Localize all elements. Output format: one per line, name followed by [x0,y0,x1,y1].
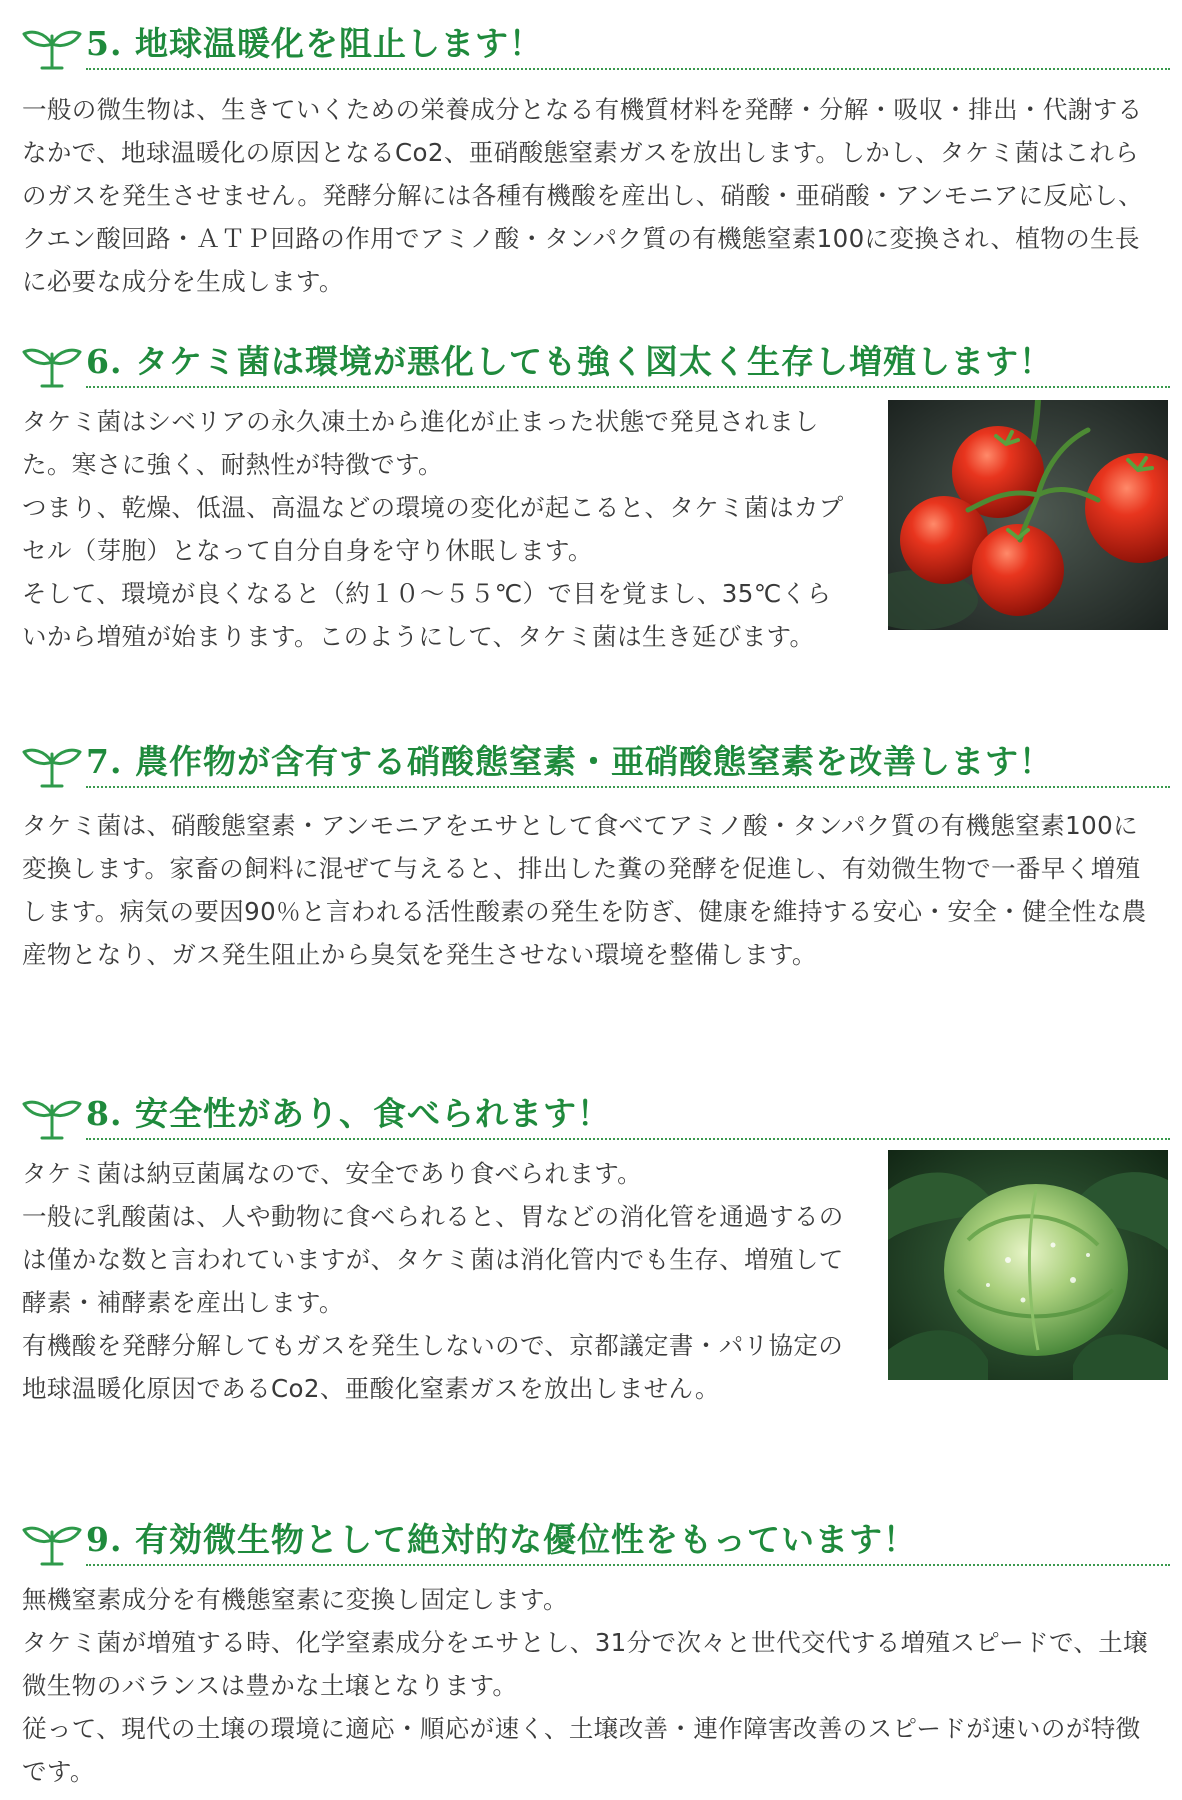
cabbage-photo [888,1150,1168,1380]
section-heading [20,736,1170,790]
sprout-icon [20,1514,84,1568]
section-heading [20,18,1170,72]
sprout-icon [20,336,84,390]
sprout-icon [20,18,84,72]
section-body [22,88,1162,303]
paragraph: タケミ菌は、硝酸態窒素・アンモニアをエサとして食べてアミノ酸・タンパク質の有機態窒素100に変換します。家畜の飼料に混ぜて与えると、排出した糞の発酵を促進し、有効微生物で一番早く増殖します。病気の要因90％と言われる活性酸素の発生を防ぎ、健康を維持する安心・安全・健全性な農産物となり、ガス発生阻止から臭気を発生させない環境を整備します。 [22,811,1147,969]
section-title: 9. 有効微生物として絶対的な優位性をもっています！ [86,1520,917,1559]
tomato-photo [888,400,1168,630]
section-heading [20,1088,1170,1142]
paragraph: つまり、乾燥、低温、高温などの環境の変化が起こると、タケミ菌はカプセル（芽胞）となって自分自身を守り休眠します。 [22,493,844,565]
section-title: 6. タケミ菌は環境が悪化しても強く図太く生存し増殖します！ [86,342,1053,381]
dotted-rule [86,1564,1170,1566]
dotted-rule [86,386,1170,388]
paragraph: そして、環境が良くなると（約１０～５５℃）で目を覚まし、35℃くらいから増殖が始まります。このようにして、タケミ菌は生き延びます。 [22,579,832,651]
section-title: 7. 農作物が含有する硝酸態窒素・亜硝酸態窒素を改善します！ [86,742,1053,781]
paragraph: タケミ菌はシベリアの永久凍土から進化が止まった状態で発見されました。寒さに強く、耐熱性が特徴です。 [22,407,819,479]
paragraph: タケミ菌は納豆菌属なので、安全であり食べられます。 [22,1159,643,1188]
paragraph: タケミ菌が増殖する時、化学窒素成分をエサとし、31分で次々と世代交代する増殖スピードで、土壌微生物のバランスは豊かな土壌となります。 [22,1628,1149,1700]
paragraph: 無機窒素成分を有機態窒素に変換し固定します。 [22,1585,568,1614]
paragraph: 従って、現代の土壌の環境に適応・順応が速く、土壌改善・連作障害改善のスピードが速いのが特徴です。 [22,1714,1141,1786]
paragraph: 一般の微生物は、生きていくための栄養成分となる有機質材料を発酵・分解・吸収・排出・代謝するなかで、地球温暖化の原因となるCo2、亜硝酸態窒素ガスを放出します。しかし、タケミ菌はこれらのガスを発生させません。発酵分解には各種有機酸を産出し、硝酸・亜硝酸・アンモニアに反応し、クエン酸回路・ＡＴＰ回路の作用でアミノ酸・タンパク質の有機態窒素100に変換され、植物の生長に必要な成分を生成します。 [22,95,1143,296]
dotted-rule [86,786,1170,788]
section-title: 5. 地球温暖化を阻止します！ [86,24,543,63]
section-body [22,400,852,658]
dotted-rule [86,68,1170,70]
paragraph: 有機酸を発酵分解してもガスを発生しないので、京都議定書・パリ協定の地球温暖化原因であるCo2、亜酸化窒素ガスを放出しません。 [22,1331,844,1403]
section-heading [20,1514,1170,1568]
section-body [22,1152,852,1410]
dotted-rule [86,1138,1170,1140]
sprout-icon [20,736,84,790]
section-heading [20,336,1170,390]
paragraph: 一般に乳酸菌は、人や動物に食べられると、胃などの消化管を通過するのは僅かな数と言われていますが、タケミ菌は消化管内でも生存、増殖して酵素・補酵素を産出します。 [22,1202,844,1317]
sprout-icon [20,1088,84,1142]
section-body [22,1578,1162,1793]
section-title: 8. 安全性があり、食べられます！ [86,1094,611,1133]
section-body [22,804,1162,976]
